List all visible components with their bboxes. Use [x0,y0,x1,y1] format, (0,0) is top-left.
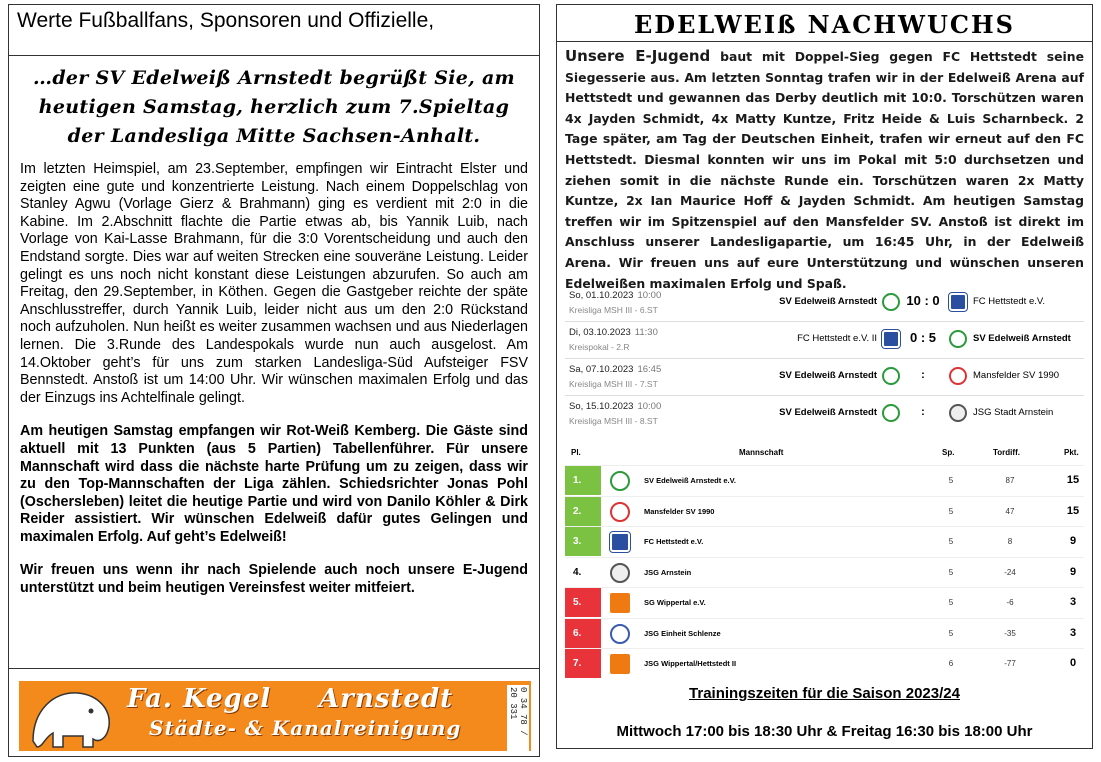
club-crest-icon [610,532,630,552]
match-score: 0 : 5 [909,330,936,345]
match-row [565,285,1084,322]
match-home-team: FC Hettstedt e.V. II [797,333,877,344]
table-points: 15 [1066,474,1080,486]
table-games: 5 [948,537,954,546]
club-crest-icon [949,367,967,385]
ad-company-town: Arnstedt [319,684,454,714]
club-crest-icon [882,293,900,311]
table-goal-diff: -77 [1004,659,1016,668]
match-away-team: FC Hettstedt e.V. [973,296,1045,307]
match-row [565,396,1084,432]
youth-report-body: baut mit Doppel-Sieg gegen FC Hettstedt seine Siegesserie aus. Am letzten Sonntag trafen wir in der Edelweiß Arena auf Hettstedt und gewannen das Derby deutlich mit 10:0. Torschützen waren 4x Jayden Schmidt, 4x Matty Kuntze, Fritz Heide & Luis Scharnbeck. 2 Tage später, am Tag der Deutschen Einheit, trafen wir erneut auf den FC Hettstedt. Diesmal konnten wir uns im Pokal mit 5:0 durchsetzen und ziehen somit in die nächste Runde ein. Torschützen waren 2x Matty Kuntze, 2x Ian Maurice Hoff & Jayden Schmidt. Am heutigen Samstag treffen wir im Spitzenspiel auf den Mansfelder SV. Anstoß ist direkt im Anschluss unserer Landesligapartie, um 16:45 Uhr, in der Edelweiß Arena. Wir freuen uns auf eure Unterstützung und wünschen unseren Edelweißen maximalen Erfolg und Spaß. [565,49,1084,291]
table-games: 5 [948,476,954,485]
match-home-team: SV Edelweiß Arnstedt [779,296,877,307]
match-list [565,285,1084,432]
table-team: FC Hettstedt e.V. [644,537,704,546]
welcome-header: Werte Fußballfans, Sponsoren und Offizielle, [9,5,539,56]
table-place: 7. [565,649,601,678]
table-place: 1. [565,466,601,495]
table-team: JSG Einheit Schlenze [644,628,721,638]
league-table-body [565,465,1084,679]
match-time: 10:00 [637,290,662,301]
greeting-text: …der SV Edelweiß Arnstedt begrüßt Sie, am heutigen Samstag, herzlich zum 7.Spieltag der Landesliga Mitte Sachsen-Anhalt. [33,67,515,147]
match-date: Sa, 07.10.2023 [569,364,634,375]
match-date: So, 15.10.2023 [569,401,634,412]
ad-service-line: Städte- & Kanalreinigung [149,716,462,740]
match-home-team: SV Edelweiß Arnstedt [779,370,877,381]
match-competition: Kreisliga MSH III - 8.ST [569,416,658,426]
youth-report [565,46,1084,294]
table-points: 3 [1069,596,1077,608]
match-away-team: SV Edelweiß Arnstedt [973,333,1071,344]
table-goal-diff: -6 [1006,598,1014,607]
table-points: 0 [1069,657,1077,669]
sponsor-ad [19,681,531,751]
table-row [565,587,1084,618]
table-points: 9 [1069,535,1077,547]
table-row [565,557,1084,588]
match-date: So, 01.10.2023 [569,290,634,301]
table-goal-diff: -35 [1004,628,1016,638]
club-crest-icon [949,293,967,311]
match-time: 16:45 [637,364,662,375]
col-points: Pkt. [1064,448,1079,457]
col-goal-diff: Tordiff. [993,448,1020,457]
table-games: 5 [948,598,954,607]
youth-invite-paragraph: Wir freuen uns wenn ihr nach Spielende auch noch unsere E-Jugend unterstützt und beim heutigen Vereinsfest weiter mitfeiert. [20,562,528,597]
match-time: 10:00 [637,401,662,412]
table-games: 5 [948,567,954,577]
training-title: Trainingszeiten für die Saison 2023/24 [689,685,960,702]
col-team: Mannschaft [739,448,784,457]
youth-title: EDELWEIß NACHWUCHS [557,5,1092,42]
table-row [565,465,1084,496]
match-competition: Kreisliga MSH III - 7.ST [569,379,658,389]
table-row [565,526,1084,557]
youth-panel [556,4,1093,749]
match-score: 10 : 0 [906,293,940,308]
match-score: : [921,406,925,418]
match-away-team: Mansfelder SV 1990 [973,370,1060,381]
club-crest-icon [949,330,967,348]
match-score: : [921,369,925,381]
club-crest-icon [610,624,630,644]
table-place: 4. [565,558,601,587]
table-games: 5 [948,628,954,638]
table-place: 3. [565,527,601,556]
youth-report-lead: Unsere E-Jugend [565,47,711,65]
table-goal-diff: 47 [1005,506,1015,516]
club-crest-icon [610,471,630,491]
club-crest-icon [949,404,967,422]
match-away-team: JSG Stadt Arnstein [973,407,1054,418]
table-goal-diff: 87 [1005,476,1015,485]
league-table-header [565,443,1084,465]
table-place: 2. [565,497,601,526]
match-row [565,359,1084,396]
table-row [565,648,1084,679]
table-points: 15 [1066,504,1080,517]
preview-paragraph: Am heutigen Samstag empfangen wir Rot-Weiß Kemberg. Die Gäste sind aktuell mit 13 Punkten (aus 5 Partien) Tabellenführer. Für unsere Mannschaft wird dass die nächste harte Prüfung um zu zeigen, dass wir zu den Top-Mannschaften der Liga zählen. Schiedsrichter Jonas Pohl (Oschersleben) leitet die heutige Partie und wird von Danilo Köhler & Dirk Reider assistiert. Wir wünschen Edelweiß dafür gutes Gelingen und maximalen Erfolg. Auf geht’s Edelweiß! [20,423,528,545]
table-row [565,618,1084,649]
welcome-panel [8,4,540,757]
match-row [565,322,1084,359]
table-team: Mansfelder SV 1990 [644,506,715,516]
club-crest-icon [882,367,900,385]
match-home-team: SV Edelweiß Arnstedt [779,407,877,418]
table-team: SV Edelweiß Arnstedt e.V. [644,476,736,485]
table-team: JSG Wippertal/Hettstedt II [644,659,737,668]
league-table [565,443,1084,679]
match-competition: Kreispokal - 2.R [569,342,630,352]
table-team: SG Wippertal e.V. [644,598,706,607]
table-games: 5 [948,506,954,516]
table-team: JSG Arnstein [644,567,692,577]
table-place: 6. [565,619,601,648]
table-games: 6 [948,659,954,668]
match-report-paragraph: Im letzten Heimspiel, am 23.September, empfingen wir Eintracht Elster und zeigten eine gute und konzentrierte Leistung. Nach einem Doppelschlag von Stanley Agwu (Vorlage Gierz & Brahmann) ging es verdient mit 2:0 in die Kabine. Im 2.Abschnitt flachte die Partie etwas ab, bis Yannik Luib, nach Vorlage von Kai-Lasse Brahmann, für die 3:0 Vorentscheidung und auch den Endstand sorgte. Dies war auf weiten Strecken eine souveräne Leistung. Leider gelingt es uns noch nicht konstant diese Leistungen abzurufen. So auch am Freitag, den 29.September, in Köthen. Gegen die Gastgeber reichte der späte Anschlusstreffer, durch Yannik Luib, leider nicht aus um den 2:0 Rückstand noch aufzuholen. Nun heißt es weiter zusammen wachsen und aus Niederlagen lernen. Die 3.Runde des Landespokals wurde nun auch ausgelost. Am 14.Oktober geht’s für uns zum starken Landesliga-Süd Aufsteiger FSV Bennstedt. Anstoß ist um 14:00 Uhr. Wir wünschen maximalen Erfolg und das der Einzugs ins Achtelfinale gelingt. [20,161,528,406]
table-row [565,496,1084,527]
club-crest-icon [882,330,900,348]
divider [9,668,539,669]
col-games: Sp. [942,448,955,457]
club-crest-icon [610,502,630,522]
club-crest-icon [610,593,630,613]
match-competition: Kreisliga MSH III - 6.ST [569,305,658,315]
table-goal-diff: 8 [1007,537,1013,546]
table-goal-diff: -24 [1004,567,1016,577]
ad-company-name: Fa. Kegel [127,684,272,714]
training-times: Mittwoch 17:00 bis 18:30 Uhr & Freitag 16:30 bis 18:00 Uhr [616,723,1033,740]
match-date: Di, 03.10.2023 [569,327,631,338]
table-place: 5. [565,588,601,617]
match-time: 11:30 [634,327,658,338]
ad-phone: 0 34 78 / 20 331 [507,685,529,751]
elephant-icon [23,681,123,751]
club-crest-icon [610,563,630,583]
table-points: 3 [1069,626,1077,639]
col-place: Pl. [571,448,581,457]
table-points: 9 [1069,565,1077,578]
club-crest-icon [882,404,900,422]
club-crest-icon [610,654,630,674]
